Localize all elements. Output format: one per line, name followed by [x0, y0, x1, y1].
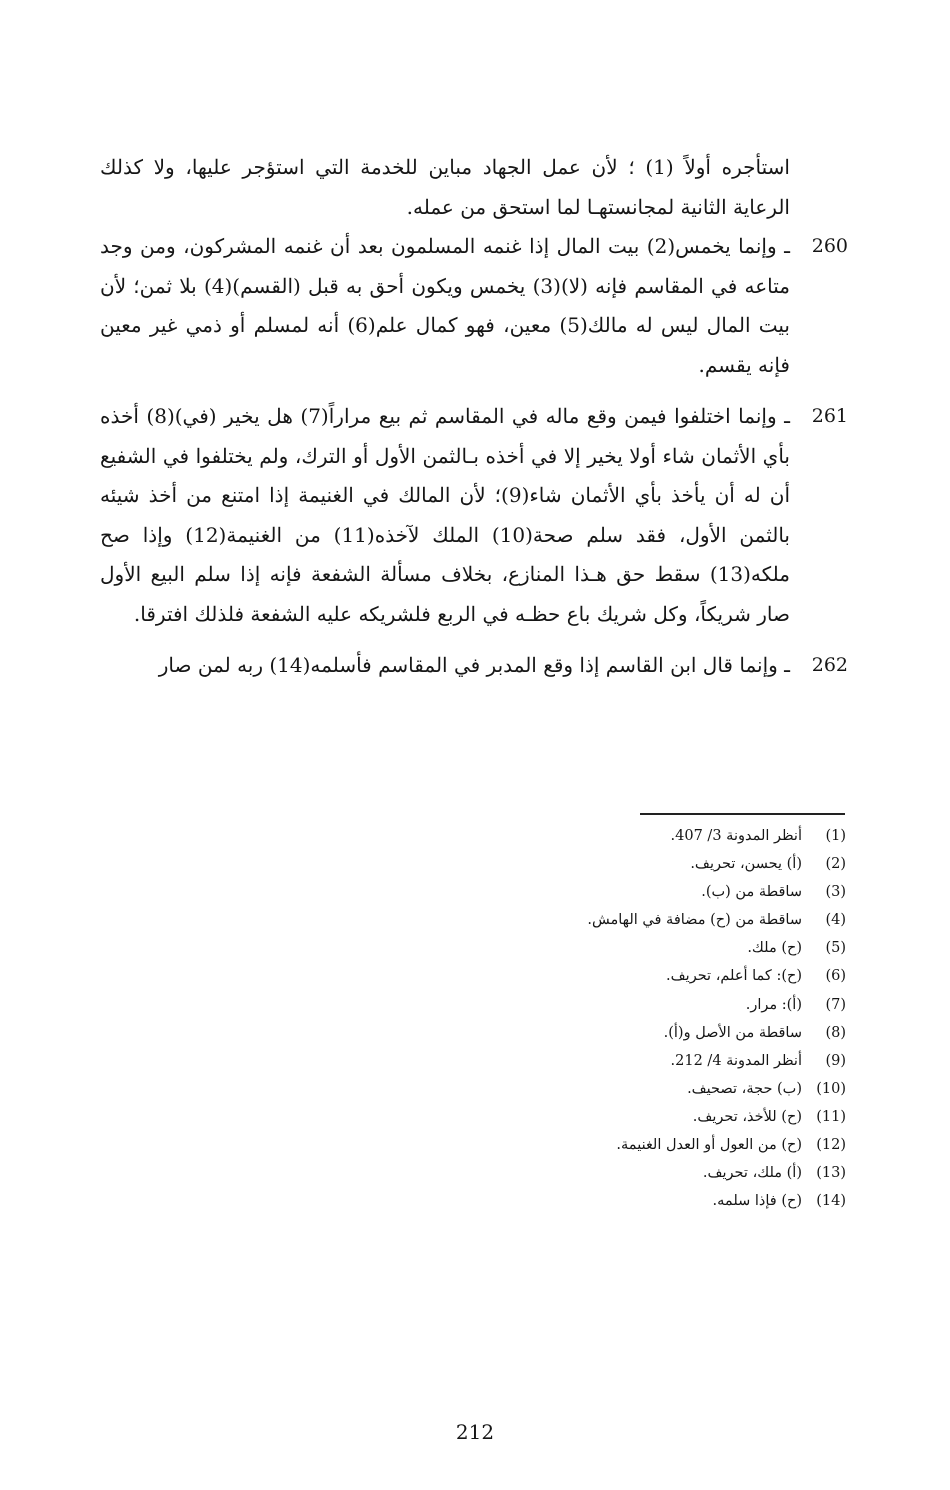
footnote-text: (ح) من العول أو العدل الغنيمة.: [616, 1137, 802, 1154]
paragraph-260: [100, 227, 848, 385]
paragraph-number: 261: [811, 405, 848, 427]
main-text: [100, 148, 848, 686]
footnote-number: (7): [825, 996, 846, 1013]
footnote-text: (أ): مرار.: [745, 996, 802, 1013]
footnote: [446, 850, 846, 878]
footnote-number: (2): [825, 856, 846, 873]
footnote-text: أنظر المدونة 3/ 407.: [670, 828, 802, 844]
footnote-number: (10): [816, 1080, 846, 1097]
paragraph-text: ـ وإنما اختلفوا فيمن وقع ماله في المقاسم ثم بيع مراراً(7) هل يخير (في)(8) أخذه بأي الأثمان شاء أولا يخير إلا في أخذه بـالثمن الأول أو الترك، ولم يختلفوا في الشفيع أن له أن يأخذ بأي الأثمان شاء(9)؛ لأن المالك في الغنيمة إذا امتنع من أخذ شيئه بالثمن الأول، فقد سلم صحة(10) الملك لآخذه(11) من الغنيمة(12) وإذا صح ملكه(13) سقط حق هـذا المنازع، بخلاف مسألة الشفعة فإنه إذا سلم البيع الأول صار شريكاً، وكل شريك باع حظـه في الربع فلشريكه عليه الشفعة فلذلك افترقا.: [100, 404, 791, 626]
footnote-number: (12): [816, 1137, 846, 1154]
footnote-number: (3): [825, 884, 846, 901]
paragraph-text: استأجره أولاً (1) ؛ لأن عمل الجهاد مباين للخدمة التي استؤجر عليها، ولا كذلك الرعاية الثانية لمجانستهـا لما استحق من عمله.: [100, 155, 790, 219]
footnote-text: أنظر المدونة 4/ 212.: [670, 1052, 802, 1069]
footnote-text: (ح): كما أعلم، تحريف.: [666, 968, 802, 985]
footnote-number: (6): [825, 968, 846, 985]
footnote-text: (ح) فإذا سلمه.: [712, 1193, 802, 1210]
footnote: [446, 906, 846, 934]
footnote-text: (ب) حجة، تصحيف.: [687, 1080, 802, 1097]
footnote-number: (13): [816, 1165, 846, 1182]
footnote: [446, 1019, 846, 1047]
footnote-text: (أ) ملك، تحريف.: [702, 1165, 802, 1182]
paragraph-261: [100, 397, 848, 634]
footnote-text: ساقطة من الأصل و(أ).: [663, 1024, 802, 1041]
footnote-number: (14): [816, 1193, 846, 1210]
footnote: [446, 991, 846, 1019]
footnote-number: (9): [825, 1052, 846, 1069]
footnote: [446, 962, 846, 990]
footnote-text: ساقطة من (ب).: [701, 884, 802, 901]
footnote-text: (ح) للأخذ، تحريف.: [692, 1108, 802, 1125]
paragraph-262: [100, 646, 848, 686]
footnote-text: ساقطة من (ح) مضافة في الهامش.: [587, 912, 802, 929]
footnote-number: (11): [816, 1108, 846, 1125]
paragraph-text: ـ وإنما قال ابن القاسم إذا وقع المدبر في المقاسم فأسلمه(14) ربه لمن صار: [158, 653, 790, 677]
page-number: 212: [455, 1420, 495, 1444]
footnote: [446, 1103, 846, 1131]
footnote-text: (أ) يحسن، تحريف.: [690, 856, 802, 873]
footnote-separator: [640, 813, 845, 815]
footnotes: [446, 822, 846, 1215]
footnote-text: (ح) ملك.: [747, 940, 802, 957]
footnote: [446, 1159, 846, 1187]
paragraph-text: ـ وإنما يخمس(2) بيت المال إذا غنمه المسلمون بعد أن غنمه المشركون، ومن وجد متاعه في المقاسم فإنه (لا)(3) يخمس ويكون أحق به قبل (القسم)(4) بلا ثمن؛ لأن بيت المال ليس له مالك(5) معين، فهو كمال علم(6) أنه لمسلم أو ذمي غير معين فإنه يقسم.: [100, 234, 791, 377]
footnote: [446, 878, 846, 906]
footnote: [446, 934, 846, 962]
paragraph-continuation: [100, 148, 848, 227]
footnote-number: (5): [825, 940, 846, 957]
footnote-number: (1): [825, 828, 846, 844]
footnote-number: (4): [825, 912, 846, 929]
paragraph-number: 262: [811, 654, 848, 676]
footnote-number: (8): [825, 1024, 846, 1041]
footnote: [446, 1131, 846, 1159]
footnote: [446, 1047, 846, 1075]
footnote: [446, 1187, 846, 1215]
footnote: [446, 822, 846, 850]
footnote: [446, 1075, 846, 1103]
paragraph-number: 260: [811, 235, 848, 257]
